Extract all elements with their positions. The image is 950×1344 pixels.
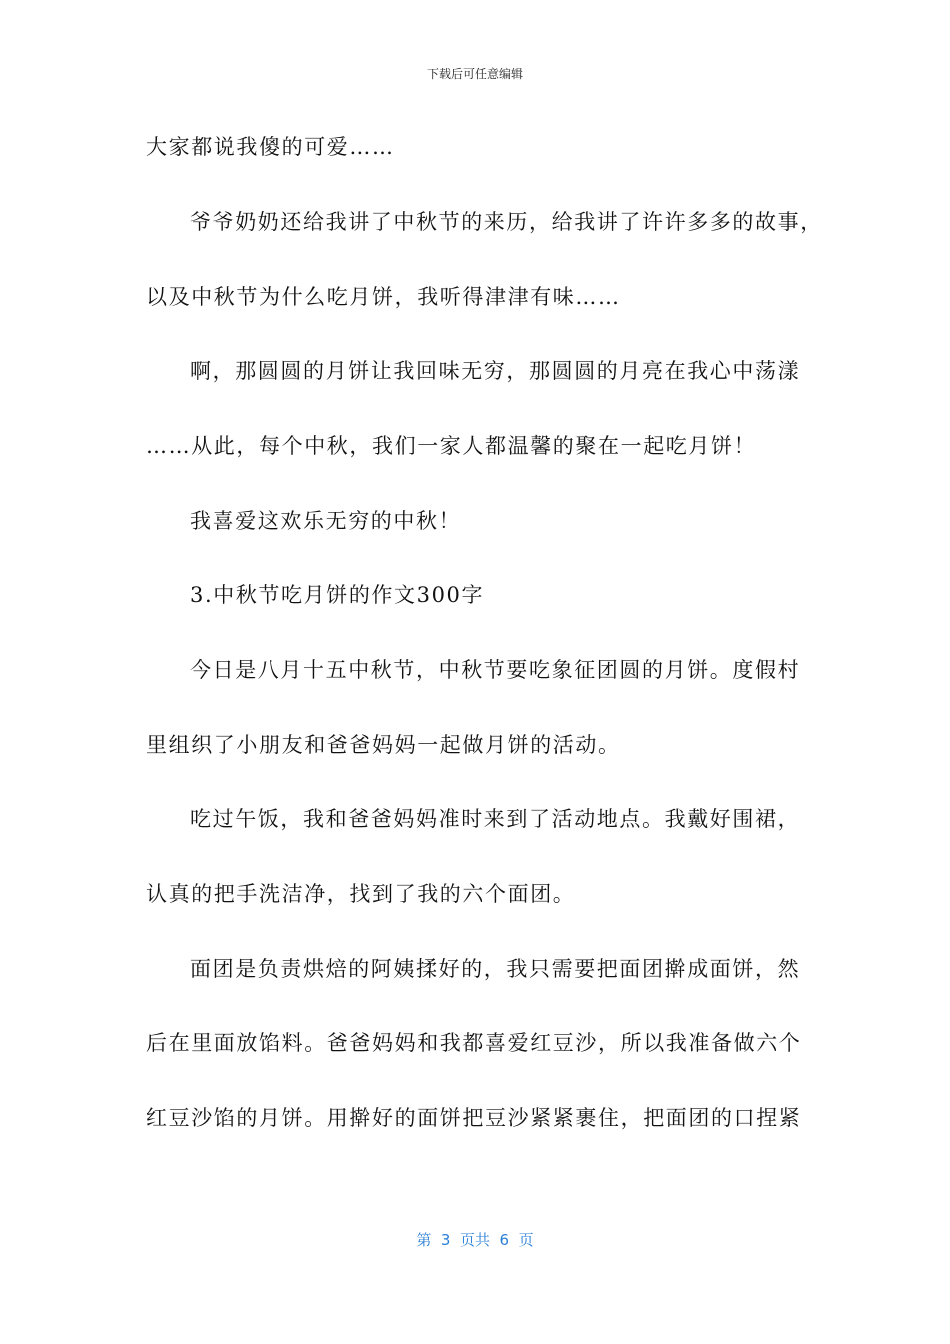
page-header: 下载后可任意编辑: [426, 67, 523, 81]
text-line: 我喜爱这欢乐无穷的中秋！: [190, 509, 462, 533]
text-line: 红豆沙馅的月饼。用擀好的面饼把豆沙紧紧裹住，把面团的口捏紧: [146, 1106, 802, 1130]
text-line: 里组织了小朋友和爸爸妈妈一起做月饼的活动。: [146, 733, 621, 757]
text-line: 今日是八月十五中秋节，中秋节要吃象征团圆的月饼。度假村: [190, 658, 801, 682]
text-line: 认真的把手洗洁净，找到了我的六个面团。: [146, 882, 576, 906]
text-line: 后在里面放馅料。爸爸妈妈和我都喜爱红豆沙，所以我准备做六个: [146, 1031, 802, 1055]
text-line: 以及中秋节为什么吃月饼，我听得津津有味……: [146, 285, 621, 309]
text-line: 啊，那圆圆的月饼让我回味无穷，那圆圆的月亮在我心中荡漾: [190, 359, 801, 383]
text-line: 面团是负责烘焙的阿姨揉好的，我只需要把面团擀成面饼，然: [190, 957, 801, 981]
text-line: 爷爷奶奶还给我讲了中秋节的来历，给我讲了许许多多的故事，: [190, 210, 823, 234]
text-line: 吃过午饭，我和爸爸妈妈准时来到了活动地点。我戴好围裙，: [190, 807, 801, 831]
text-line: ……从此，每个中秋，我们一家人都温馨的聚在一起吃月饼！: [146, 434, 757, 458]
text-line: 大家都说我傻的可爱……: [146, 135, 395, 159]
section-heading: 3.中秋节吃月饼的作文300字: [190, 583, 485, 607]
page-footer: 第 3 页共 6 页: [416, 1231, 534, 1249]
